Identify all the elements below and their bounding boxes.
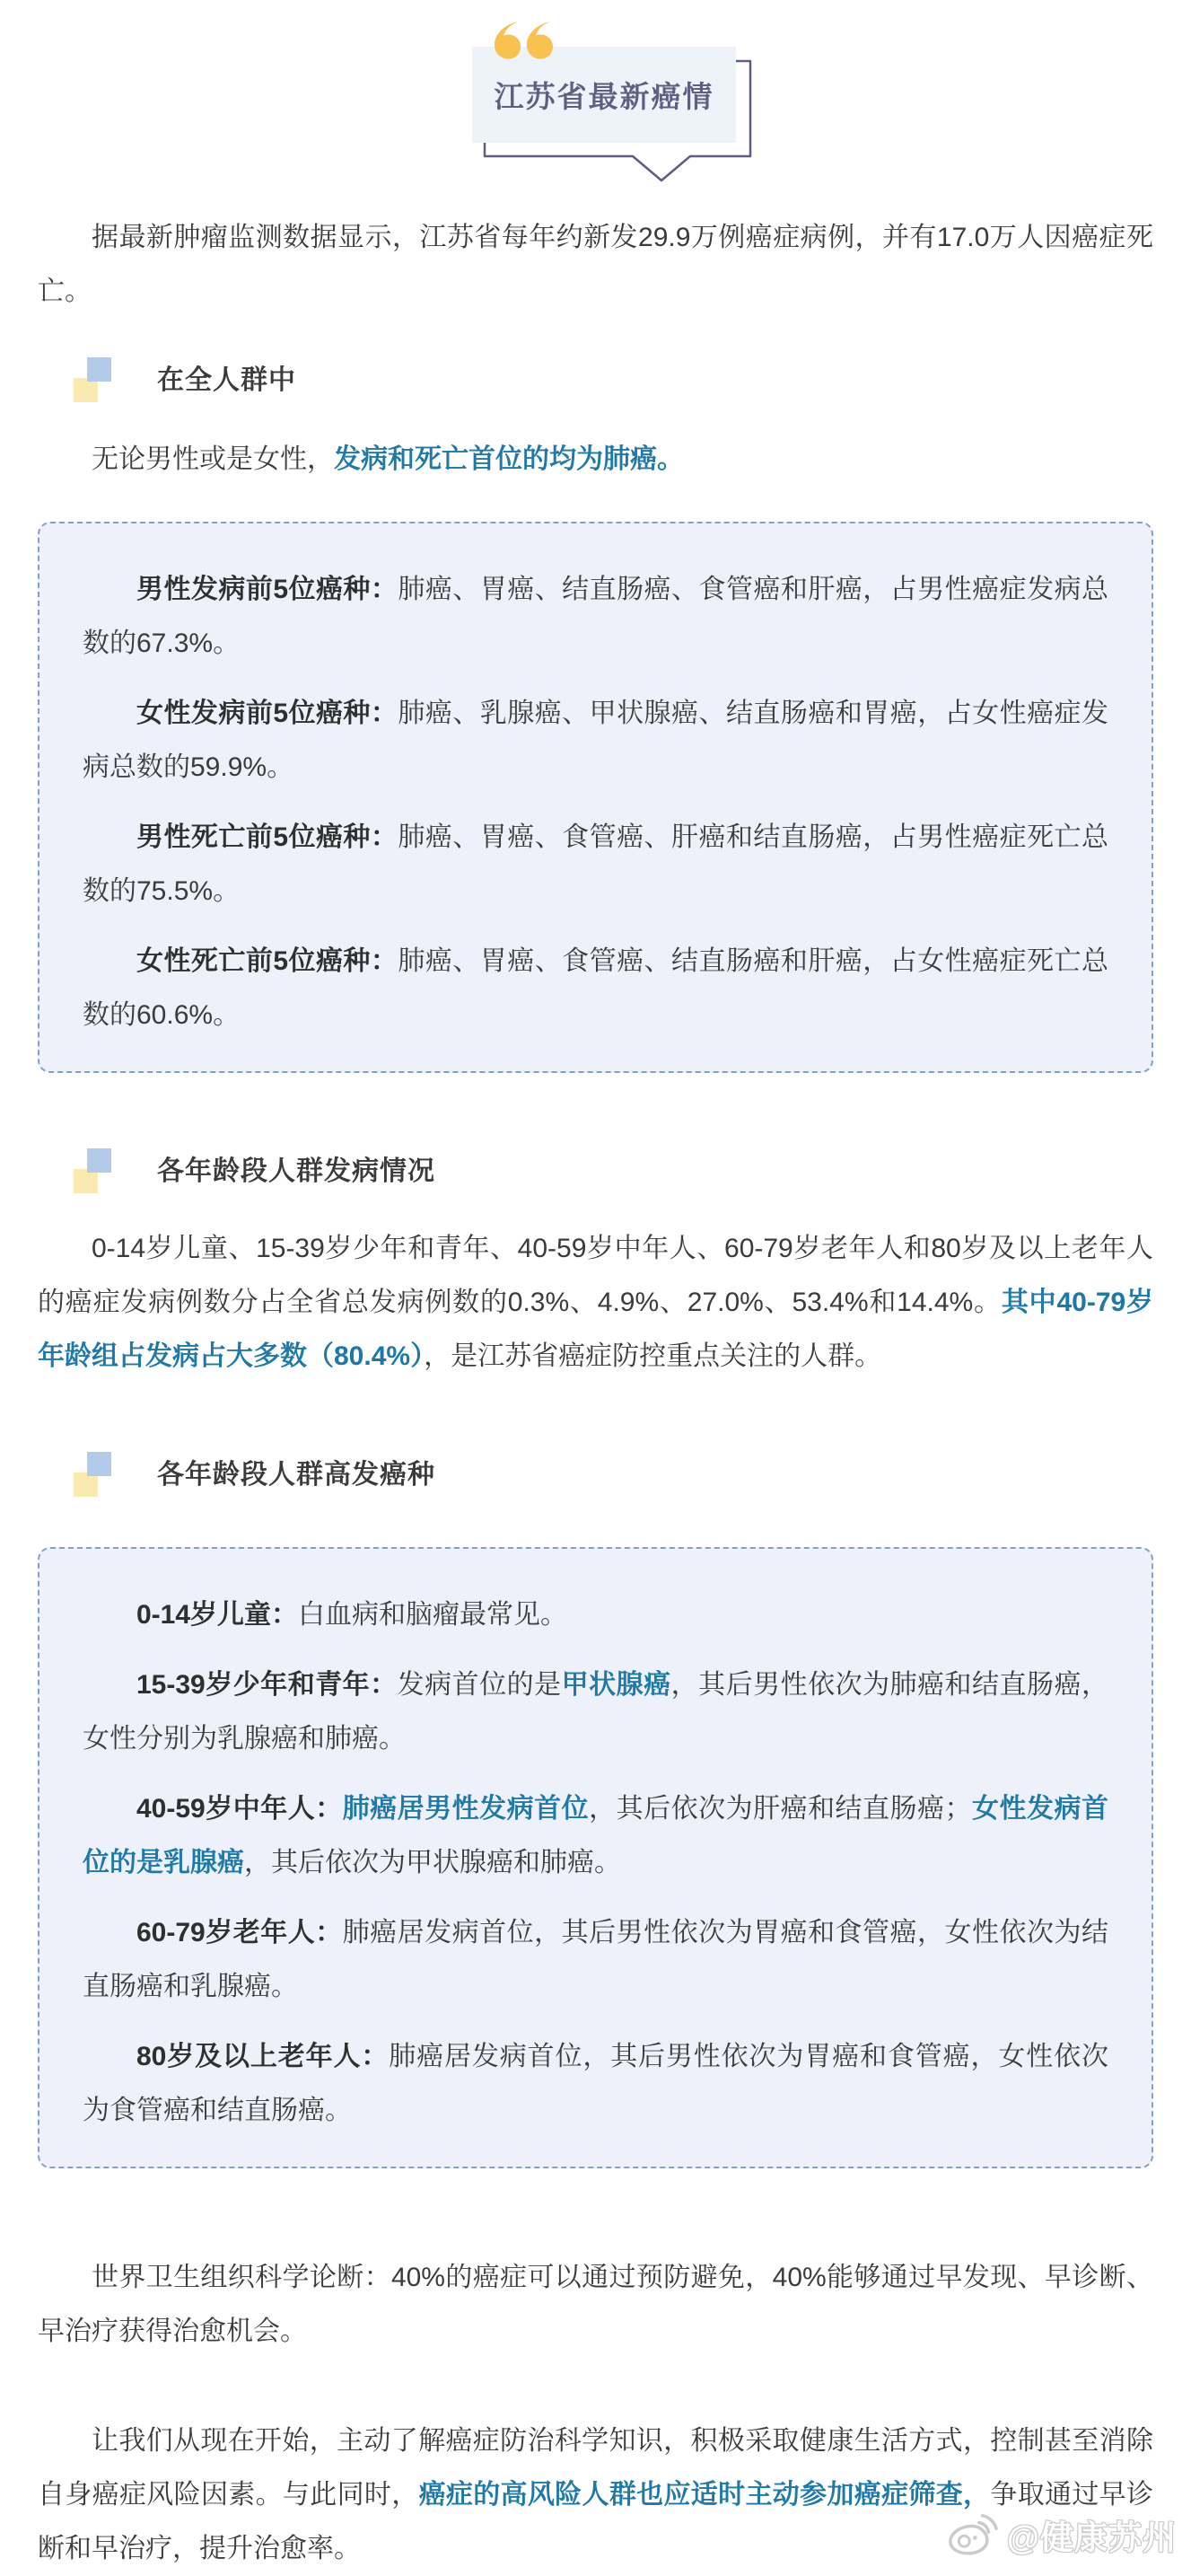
action-plain: 让我们从现在开始，主动了解癌症防治科学知识，积极采取健康生活方式，控制甚至消除自身癌症风险因素。与此同时， xyxy=(38,2426,1153,2510)
incidence-tail: ，是江苏省癌症防控重点关注的人群。 xyxy=(424,1341,882,1371)
box-item xyxy=(83,563,1108,671)
box-item-text: 肺癌、胃癌、食管癌、结直肠癌和肝癌，占女性癌症死亡总数的60.6%。 xyxy=(83,946,1109,1030)
box-item-text: 白血病和脑瘤最常见。 xyxy=(298,1600,568,1630)
box-item-highlight: 肺癌居男性发病首位 xyxy=(342,1794,590,1824)
top5-stat-box xyxy=(38,522,1153,1073)
box-item xyxy=(83,1782,1108,1890)
section-title: 在全人群中 xyxy=(157,365,296,395)
who-paragraph xyxy=(38,2251,1153,2359)
weibo-icon xyxy=(946,2512,998,2557)
box-item-label: 男性死亡前5位癌种： xyxy=(136,822,398,852)
box-item-label: 男性发病前5位癌种： xyxy=(136,575,398,604)
box-item xyxy=(83,2030,1108,2138)
box-item-label: 女性发病前5位癌种： xyxy=(136,699,398,728)
box-item xyxy=(83,687,1108,795)
box-item-label: 40-59岁中年人： xyxy=(136,1794,343,1824)
squares-icon xyxy=(74,1452,111,1499)
blue-square-icon xyxy=(87,357,111,382)
box-item-label: 0-14岁儿童： xyxy=(136,1600,299,1630)
box-item-text: ，其后依次为甲状腺癌和肺癌。 xyxy=(244,1848,621,1877)
box-item-text: 肺癌居发病首位，其后男性依次为胃癌和食管癌，女性依次为食管癌和结直肠癌。 xyxy=(83,2042,1109,2125)
action-plain: 争取通过早诊断和早治疗，提升治愈率。 xyxy=(38,2480,1154,2563)
box-item-text: ，其后依次为肝癌和结直肠癌； xyxy=(589,1794,972,1824)
section-heading-all-population xyxy=(74,357,1153,404)
lead-plain: 无论男性或是女性， xyxy=(92,444,334,474)
header-badge xyxy=(0,0,1191,189)
blue-square-icon xyxy=(87,1148,111,1173)
yellow-square-icon xyxy=(74,1473,98,1497)
watermark-handle: @健康苏州 xyxy=(1006,2519,1177,2556)
box-item-highlight: 女性发病首位的是乳腺癌 xyxy=(83,1794,1109,1877)
intro-text: 据最新肿瘤监测数据显示，江苏省每年约新发29.9万例癌症病例，并有17.0万人因癌症死亡。 xyxy=(38,223,1153,306)
box-item xyxy=(83,1906,1108,2014)
box-item-text: 肺癌、乳腺癌、甲状腺癌、结直肠癌和胃癌，占女性癌症发病总数的59.9%。 xyxy=(83,699,1109,782)
section-heading-incidence-by-age xyxy=(74,1148,1153,1195)
box-item-text: 肺癌、胃癌、食管癌、肝癌和结直肠癌，占男性癌症死亡总数的75.5%。 xyxy=(83,822,1109,906)
who-text: 世界卫生组织科学论断：40%的癌症可以通过预防避免，40%能够通过早发现、早诊断、早治疗获得治愈机会。 xyxy=(38,2263,1153,2346)
box-item-label: 60-79岁老年人： xyxy=(136,1918,343,1947)
incidence-plain: 0-14岁儿童、15-39岁少年和青年、40-59岁中年人、60-79岁老年人和80岁及以上老年人的癌症发病例数分占全省总发病例数的0.3%、4.9%、27.0%、53.4%和14.4%。 xyxy=(38,1234,1153,1317)
lead-paragraph xyxy=(38,433,1153,487)
box-item-text: 肺癌居发病首位，其后男性依次为胃癌和食管癌，女性依次为结直肠癌和乳腺癌。 xyxy=(83,1918,1108,2001)
box-item-label: 80岁及以上老年人： xyxy=(136,2042,390,2071)
box-item xyxy=(83,935,1108,1042)
age-group-stat-box xyxy=(38,1547,1153,2168)
section-title: 各年龄段人群高发癌种 xyxy=(157,1460,435,1490)
box-item xyxy=(83,1588,1108,1642)
watermark xyxy=(946,2510,1177,2559)
yellow-square-icon xyxy=(74,1169,98,1193)
article-content xyxy=(0,211,1191,2576)
box-item-label: 15-39岁少年和青年： xyxy=(136,1670,398,1700)
incidence-paragraph xyxy=(38,1222,1153,1384)
badge-title: 江苏省最新癌情 xyxy=(494,80,714,113)
action-highlight: 癌症的高风险人群也应适时主动参加癌症筛查， xyxy=(418,2480,991,2510)
section-title: 各年龄段人群发病情况 xyxy=(157,1156,435,1186)
intro-paragraph xyxy=(38,211,1153,319)
blue-square-icon xyxy=(87,1452,111,1476)
yellow-square-icon xyxy=(74,378,98,402)
squares-icon xyxy=(74,357,111,404)
section-heading-cancers-by-age xyxy=(74,1452,1153,1499)
box-item xyxy=(83,1658,1108,1766)
box-item-label: 女性死亡前5位癌种： xyxy=(136,946,398,976)
box-item-text: ，其后男性依次为肺癌和结直肠癌，女性分别为乳腺癌和肺癌。 xyxy=(83,1670,1109,1754)
box-item-text: 肺癌、胃癌、结直肠癌、食管癌和肝癌，占男性癌症发病总数的67.3%。 xyxy=(83,575,1109,658)
lead-highlight: 发病和死亡首位的均为肺癌。 xyxy=(334,444,684,474)
box-item-text: 发病首位的是 xyxy=(397,1670,562,1700)
incidence-highlight: 其中40-79岁年龄组占发病占大多数（80.4%） xyxy=(38,1288,1154,1371)
box-item xyxy=(83,811,1108,919)
box-item-highlight: 甲状腺癌 xyxy=(561,1670,671,1700)
squares-icon xyxy=(74,1148,111,1195)
